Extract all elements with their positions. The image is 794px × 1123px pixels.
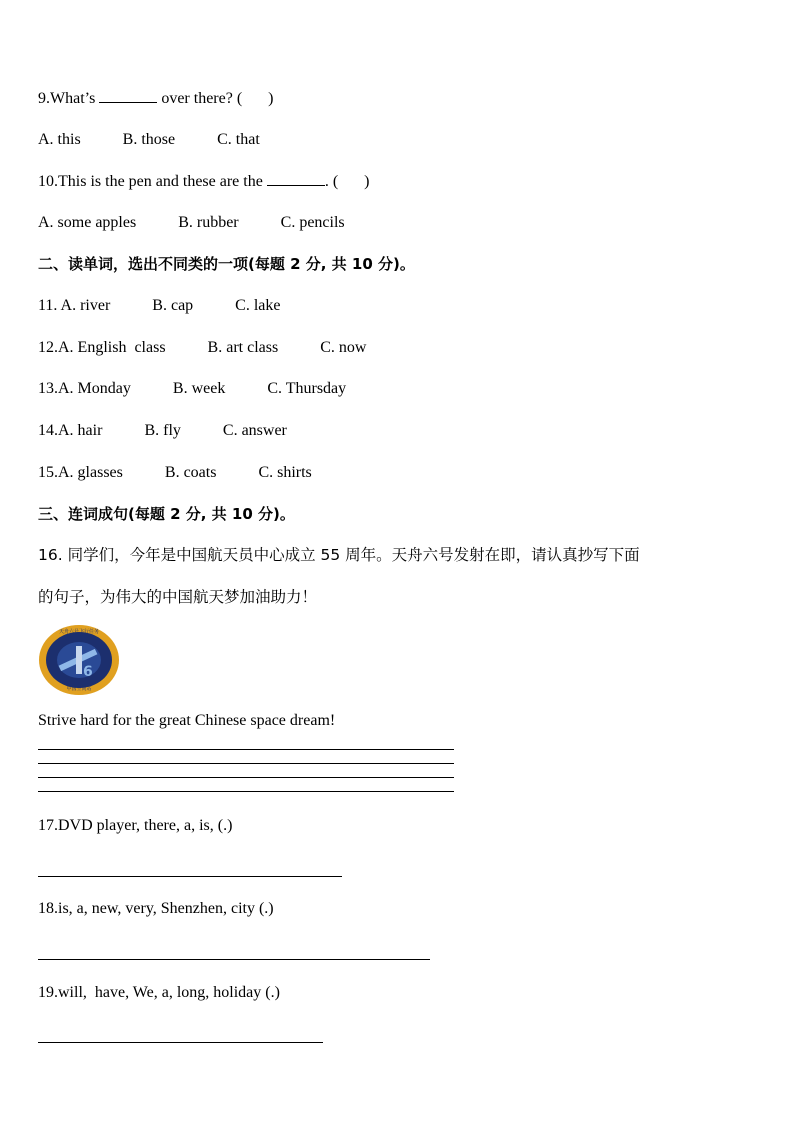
option-b: B. rubber	[178, 214, 239, 231]
question-number: 15.	[38, 464, 58, 481]
question-15	[38, 463, 312, 483]
section-2-title: 二、读单词，选出不同类的一项(每题 2 分, 共 10 分)。	[38, 255, 415, 273]
option-c: C. answer	[222, 422, 287, 439]
option-c: C. lake	[235, 297, 281, 314]
svg-text:6: 6	[83, 664, 93, 680]
option-c: C. that	[217, 131, 260, 148]
option-a: A. hair	[58, 422, 103, 439]
option-a: A. this	[38, 131, 81, 148]
badge-text-top: 天舟六号飞行任务	[58, 629, 100, 635]
question-number: 11.	[38, 297, 61, 314]
option-b: B. fly	[144, 422, 181, 439]
writing-line-3[interactable]	[38, 777, 454, 778]
option-b: B. those	[122, 131, 176, 148]
badge-text-bottom: 中国空间站	[66, 686, 92, 692]
paren-close: )	[364, 173, 370, 190]
option-c: C. Thursday	[267, 380, 347, 397]
question-text: This is the pen and these are the	[58, 173, 267, 190]
question-16-line2: 的句子，为伟大的中国航天梦加油助力！	[38, 588, 318, 606]
answer-line-18[interactable]	[38, 959, 430, 960]
copy-sentence: Strive hard for the great Chinese space dream!	[38, 712, 336, 729]
option-a: A. glasses	[58, 464, 123, 481]
option-c: C. now	[320, 339, 367, 356]
question-number: 9.	[38, 90, 50, 107]
answer-line-17[interactable]	[38, 876, 342, 877]
question-18: 18.is, a, new, very, Shenzhen, city (.)	[38, 900, 274, 917]
option-b: B. cap	[152, 297, 194, 314]
question-12	[38, 338, 366, 358]
answer-blank[interactable]	[99, 88, 157, 103]
option-c: C. pencils	[280, 214, 345, 231]
paren-close: )	[268, 90, 274, 107]
option-c: C. shirts	[258, 464, 312, 481]
section-3-title: 三、连词成句(每题 2 分, 共 10 分)。	[38, 505, 295, 523]
writing-line-4[interactable]	[38, 791, 454, 792]
question-text: . (	[324, 173, 339, 190]
options-9	[38, 130, 260, 150]
question-9	[38, 88, 274, 109]
options-10	[38, 213, 345, 233]
option-a: A. English class	[58, 339, 166, 356]
mission-badge-icon	[38, 624, 120, 696]
answer-line-19[interactable]	[38, 1042, 323, 1043]
question-14	[38, 421, 287, 441]
question-number: 14.	[38, 422, 58, 439]
question-number: 12.	[38, 339, 58, 356]
question-13	[38, 379, 346, 399]
question-17: 17.DVD player, there, a, is, (.)	[38, 817, 233, 834]
question-19: 19.will, have, We, a, long, holiday (.)	[38, 984, 280, 1001]
option-a: A. Monday	[58, 380, 131, 397]
option-a: A. river	[60, 297, 111, 314]
option-b: B. week	[172, 380, 226, 397]
option-a: A. some apples	[38, 214, 137, 231]
question-11	[38, 296, 281, 316]
option-b: B. coats	[164, 464, 217, 481]
question-text: What’s	[50, 90, 100, 107]
question-number: 13.	[38, 380, 58, 397]
writing-line-1[interactable]	[38, 749, 454, 750]
question-number: 10.	[38, 173, 58, 190]
question-text: over there? (	[157, 90, 243, 107]
writing-line-2[interactable]	[38, 763, 454, 764]
question-16-line1: 16. 同学们，今年是中国航天员中心成立 55 周年。天舟六号发射在即，请认真抄写下面	[38, 546, 640, 564]
question-10	[38, 171, 369, 192]
answer-blank[interactable]	[267, 171, 325, 186]
option-b: B. art class	[207, 339, 279, 356]
